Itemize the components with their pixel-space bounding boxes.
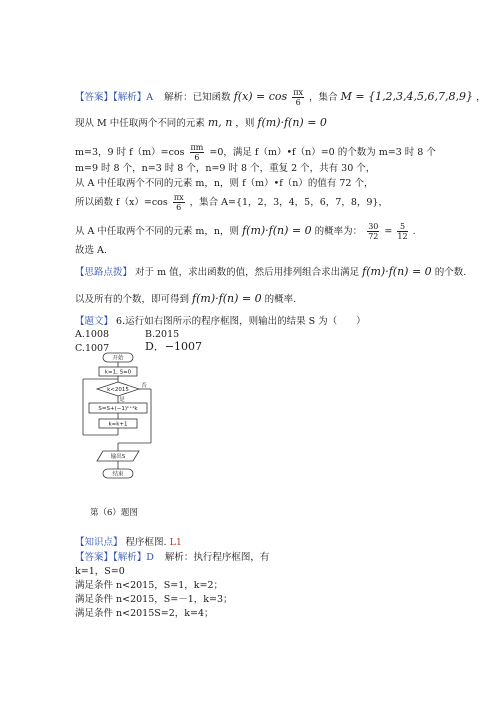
flow-update-label: S=S+(−1)ᵏ⁺¹k <box>98 406 138 412</box>
option-a: A.1008 <box>75 329 110 340</box>
answer1-tag: 【答案】【解析】A <box>75 92 154 103</box>
flow-init-label: k=1, S=0 <box>104 369 132 376</box>
option-d: D．−1007 <box>145 340 203 353</box>
line2-text: 现从 M 中任取两个不同的元素 <box>75 118 205 129</box>
line3-fraction: $\frac{\pi m}{6}$ <box>190 143 204 162</box>
flow-end-label: 结束 <box>112 471 124 478</box>
flow-output-label: 输出S <box>110 454 126 460</box>
flowchart <box>77 351 165 499</box>
line2-expr1: m, n <box>207 116 233 129</box>
line9-text-a: 以及所有的个数，即可得到 <box>75 294 190 305</box>
answer2-line <box>75 552 269 564</box>
line3-text-b: =0，满足 f（m）•f（n）=0 的个数为 m=3 时 8 个 <box>209 147 436 158</box>
flow-inc-label: k=k+1 <box>108 421 128 428</box>
step-4: 满足条件 n<2015S=2，k=4； <box>75 608 214 619</box>
line9-expr: f(m)·f(n) = 0 <box>192 292 262 305</box>
line7-end: . <box>412 226 416 237</box>
answer2-tag: 【答案】【解析】D <box>75 552 154 563</box>
hint-line <box>75 266 466 279</box>
line7-fraction-2: $\frac{5}{12}$ <box>397 222 408 241</box>
hint-text-b: 的个数. <box>434 267 467 278</box>
line7-expr: f(m)·f(n) = 0 <box>242 224 312 237</box>
flowchart-caption: 第（6）题图 <box>90 508 138 518</box>
step-3: 满足条件 n<2015，S=－1，k=3； <box>75 594 233 605</box>
flow-cond-label: k<2015 <box>107 387 129 393</box>
line2-mid: ，则 <box>235 118 255 129</box>
question-tag: 【题文】 <box>75 316 114 327</box>
line-6 <box>75 193 388 212</box>
line6-text-b: ，集合 A={1，2，3，4，5，6，7，8，9}， <box>189 197 388 208</box>
answer2-text: 解析：执行程序框图，有 <box>164 552 270 563</box>
line-4: m=9 时 8 个，n=3 时 8 个，n=9 时 8 个，重复 2 个，共有 30 个， <box>75 163 376 174</box>
line7-text-b: 的概率为： <box>314 226 363 237</box>
line-9 <box>75 293 296 306</box>
flow-yes-label: 是 <box>119 397 125 403</box>
hint-text-a: 对于 m 值，求出函数的值，然后用排列组合求出满足 <box>135 267 360 278</box>
answer1-set-label: ，集合 <box>309 92 338 103</box>
line7-text-a: 从 A 中任取两个不同的元素 m，n，则 <box>75 226 240 237</box>
knowledge-code: L1 <box>169 537 182 548</box>
line-3 <box>75 143 436 162</box>
option-c: C.1007 <box>75 343 110 354</box>
option-b: B.2015 <box>145 329 180 340</box>
answer1-function: f(x) = cos <box>233 90 288 103</box>
answer1-tail: ， <box>476 92 486 103</box>
knowledge-line <box>75 537 182 549</box>
question-text: 6.运行如右图所示的程序框图，则输出的结果 S 为（ ） <box>116 316 366 327</box>
hint-expr: f(m)·f(n) = 0 <box>362 265 432 278</box>
answer1-analysis-label: 解析：已知函数 <box>164 92 231 103</box>
line-8: 故选 A. <box>75 245 107 256</box>
line7-fraction-1: $\frac{30}{72}$ <box>368 222 379 241</box>
step-1: k=1，S=0 <box>75 566 125 577</box>
line6-text-a: 所以函数 f（x）=cos <box>75 197 168 208</box>
answer1-line <box>75 88 486 107</box>
flow-no-label: 否 <box>141 383 147 389</box>
knowledge-tag: 【知识点】 <box>75 537 123 548</box>
line-5: 从 A 中任取两个不同的元素 m，n，则 f（m）•f（n）的值有 72 个， <box>75 178 374 189</box>
line-7: 从 A 中任取两个不同的元素 m，n，则 f(m)·f(n) = 0 的概率为： $\frac{30}{72}$ = $\frac{5}{12}$ . <box>75 222 416 241</box>
answer1-fraction: $\frac{\pi x}{6}$ <box>293 88 304 107</box>
line6-fraction: $\frac{\pi x}{6}$ <box>173 193 184 212</box>
line3-text-a: m=3，9 时 f（m）=cos <box>75 147 185 158</box>
answer1-set: M = {1,2,3,4,5,6,7,8,9} <box>340 90 474 103</box>
line-2 <box>75 117 327 130</box>
flow-start-label: 开始 <box>112 355 124 362</box>
line9-text-b: 的概率. <box>264 294 297 305</box>
line2-expr2: f(m)·f(n) = 0 <box>257 116 327 129</box>
knowledge-text: 程序框图. <box>125 537 167 548</box>
step-2: 满足条件 n<2015，S=1，k=2； <box>75 580 224 591</box>
hint-tag: 【思路点拨】 <box>75 267 133 278</box>
question-line <box>75 316 366 328</box>
